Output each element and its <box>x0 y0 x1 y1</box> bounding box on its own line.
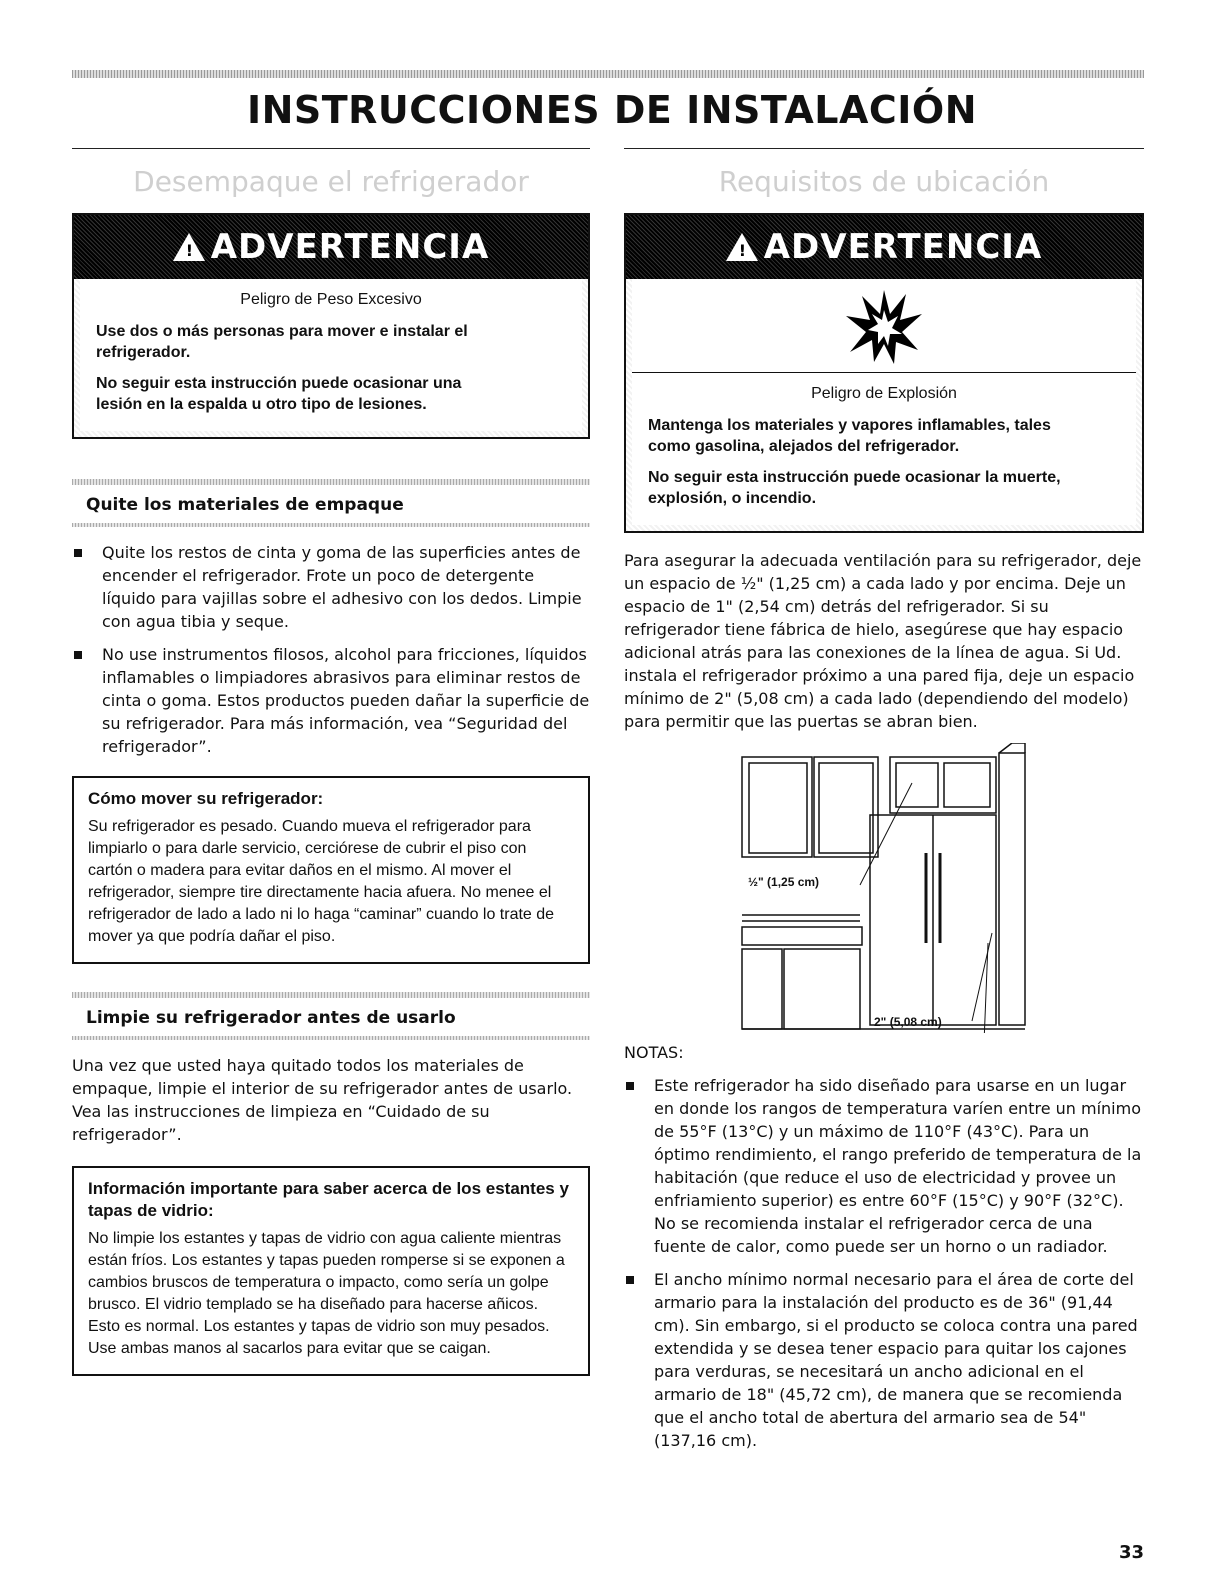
list-item: El ancho mínimo normal necesario para el área de corte del armario para la instalación del producto es de 36" (91,44 cm). Sin embargo, si el producto se coloca contra una pared extendida y se desea tener espacio para quitar los cajones para verduras, se necesitará un ancho adicional en el armario de 18" (45,72 cm), de manera que se recomienda que el ancho total de abertura del armario sea de 54" (137,16 cm). <box>624 1268 1144 1452</box>
packaging-section <box>72 479 590 527</box>
ventilation-paragraph: Para asegurar la adecuada ventilación para su refrigerador, deje un espacio de ½" (1,25 cm) a cada lado y por encima. Deje un espacio de 1" (2,54 cm) detrás del refrigerador. Si su refrigerador tiene fábrica de hielo, asegúrese que hay espacio adicional atrás para las conexiones de la línea de agua. Si Ud. instala el refrigerador próximo a una pared fija, deje un espacio mínimo de 2" (5,08 cm) a cada lado (dependiendo del modelo) para permitir que las puertas se abran bien. <box>624 551 1142 731</box>
left-column <box>72 148 590 1376</box>
section-rule <box>624 148 1144 149</box>
warning-line: Mantenga los materiales y vapores inflamables, tales como gasolina, alejados del refrigerador. <box>648 417 1051 455</box>
subsection-heading: Limpie su refrigerador antes de usarlo <box>86 1008 456 1028</box>
section-rule <box>72 148 590 149</box>
warning-body <box>632 373 1136 525</box>
notes-list <box>624 1074 1144 1452</box>
two-inch-label: 2" (5,08 cm) <box>874 1015 942 1029</box>
move-info-box <box>72 776 590 964</box>
info-title: Información importante para saber acerca de los estantes y tapas de vidrio: <box>88 1179 569 1220</box>
warning-header <box>626 215 1142 279</box>
warning-line: Use dos o más personas para mover e instalar el refrigerador. <box>96 323 468 361</box>
page-number: 33 <box>1118 1542 1144 1563</box>
clean-paragraph: Una vez que usted haya quitado todos los materiales de empaque, limpie el interior de su refrigerador antes de usarlo. Vea las instrucciones de limpieza en “Cuidado de su refrigerador”. <box>72 1056 573 1144</box>
clearance-diagram <box>624 743 1144 1033</box>
warning-header <box>74 215 588 279</box>
warning-line: No seguir esta instrucción puede ocasionar una lesión en la espalda u otro tipo de lesiones. <box>96 375 462 413</box>
warning-triangle-icon <box>173 233 205 261</box>
dotted-rule <box>72 523 590 527</box>
warning-label: ADVERTENCIA <box>210 227 490 267</box>
page-title: INSTRUCCIONES DE INSTALACIÓN <box>246 88 978 132</box>
section-heading-location: Requisitos de ubicación <box>718 165 1050 198</box>
clean-section <box>72 992 590 1040</box>
weight-warning-box <box>72 213 590 439</box>
right-column <box>624 148 1144 1462</box>
warning-label: ADVERTENCIA <box>763 227 1043 267</box>
notes-label: NOTAS: <box>624 1043 684 1062</box>
explosion-icon <box>632 279 1136 373</box>
section-heading-unpack: Desempaque el refrigerador <box>133 165 529 198</box>
info-text: Su refrigerador es pesado. Cuando mueva el refrigerador para limpiarlo o para darle servicio, cerciórese de cubrir el piso con cartón o madera para evitar daños en el mismo. Al mover el refrigerador, siempre tire directamente hacia afuera. No menee el refrigerador de lado a lado ni lo haga “caminar” cuando lo trate de mover ya que podría dañar el piso. <box>88 818 555 945</box>
list-item: Quite los restos de cinta y goma de las superficies antes de encender el refrigerador. Frote un poco de detergente líquido para vajillas sobre el adhesivo con los dedos. Limpie con agua tibia y seque. <box>72 541 590 633</box>
list-item: No use instrumentos filosos, alcohol para fricciones, líquidos inflamables o limpiadores abrasivos para eliminar restos de cinta o goma. Estos productos pueden dañar la superficie de su refrigerador. Para más información, vea “Seguridad del refrigerador”. <box>72 643 590 758</box>
warning-line: No seguir esta instrucción puede ocasionar la muerte, explosión, o incendio. <box>648 469 1061 507</box>
warning-triangle-icon <box>726 233 758 261</box>
explosion-warning-box <box>624 213 1144 533</box>
dotted-rule <box>72 1036 590 1040</box>
packaging-list <box>72 541 590 758</box>
subsection-heading: Quite los materiales de empaque <box>86 495 404 515</box>
half-inch-label: ½" (1,25 cm) <box>748 875 820 889</box>
info-text: No limpie los estantes y tapas de vidrio con agua caliente mientras están fríos. Los estantes y tapas pueden romperse si se exponen a cambios bruscos de temperatura o impacto, como sería un golpe brusco. El vidrio templado se ha diseñado para hacerse añicos. Esto es normal. Los estantes y tapas de vidrio son muy pesados. Use ambas manos al sacarlos para evitar que se caigan. <box>88 1230 565 1357</box>
warning-title: Peligro de Explosión <box>811 385 957 402</box>
warning-title: Peligro de Peso Excesivo <box>240 291 422 308</box>
list-item: Este refrigerador ha sido diseñado para usarse en un lugar en donde los rangos de temperatura varíen entre un mínimo de 55°F (13°C) y un máximo de 110°F (43°C). Para un óptimo rendimiento, el rango preferido de temperatura de la habitación (que reduce el uso de electricidad y provee un enfriamiento superior) es entre 60°F (15°C) y 90°F (32°C). No se recomienda instalar el refrigerador cerca de una fuente de calor, como puede ser un horno o un radiador. <box>624 1074 1144 1258</box>
glass-info-box <box>72 1166 590 1376</box>
info-title: Cómo mover su refrigerador: <box>88 789 324 808</box>
top-rule <box>72 70 1144 78</box>
warning-body <box>80 279 582 431</box>
